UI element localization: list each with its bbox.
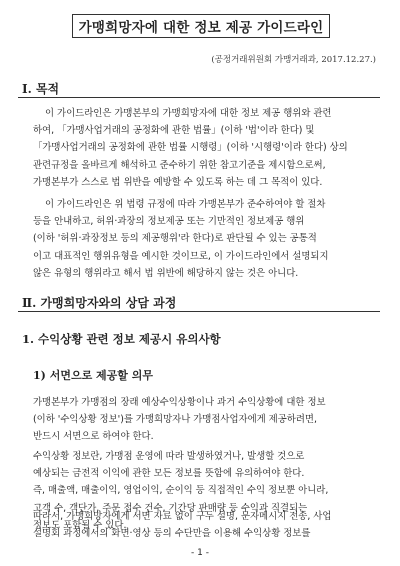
- item-1-paragraph-1: [33, 394, 383, 446]
- page-number: - 1 -: [191, 548, 209, 558]
- document-title: 가맹희망자에 대한 정보 제공 가이드라인: [78, 20, 324, 36]
- text-line: 반드시 서면으로 하여야 한다.: [33, 431, 154, 443]
- section-2-heading: Ⅱ. 가맹희망자와의 상담 과정: [22, 296, 177, 310]
- subsection-1-heading: 1. 수익상황 관련 정보 제공시 유의사항: [22, 332, 221, 346]
- text-line: 등을 안내하고, 허위·과장의 정보제공 또는 기만적인 정보제공 행위: [33, 216, 305, 228]
- text-line: 고객 수, 객단가, 주문 접수 건수, 기간당 판매량 등 수익과 직결되는: [33, 502, 308, 514]
- text-line: 가맹본부가 스스로 법 위반을 예방할 수 있도록 하는 데 그 목적이 있다.: [33, 176, 323, 188]
- text-line: 설명회 과정에서의 화면·영상 등의 수단만을 이용해 수익상황 정보를: [33, 528, 311, 540]
- text-line: 하여, 「가맹사업거래의 공정화에 관한 법률」(이하 '법'이라 한다) 및: [33, 125, 315, 137]
- text-line: 「가맹사업거래의 공정화에 관한 법률 시행령」(이하 '시행령'이라 한다) 상의: [33, 142, 348, 154]
- text-line: (이하 '수익상황 정보')를 가맹희망자나 가맹점사업자에게 제공하려면,: [33, 414, 317, 426]
- text-line: 이고 대표적인 행위유형을 예시한 것이므로, 이 가이드라인에서 설명되지: [33, 250, 329, 262]
- text-line: 가맹본부가 가맹점의 장래 예상수익상황이나 과거 수익상황에 대한 정보: [33, 397, 326, 408]
- text-line: (이하 '허위·과장정보 등의 제공행위'라 한다)로 판단될 수 있는 공통적: [33, 233, 317, 245]
- text-line: 정보도 포함될 수 있다.: [33, 519, 127, 531]
- section-1-paragraph-2: [33, 196, 383, 282]
- text-line: 이 가이드라인은 위 법령 규정에 따라 가맹본부가 준수하여야 할 절차: [45, 199, 326, 210]
- text-line: 즉, 매출액, 매출이익, 영업이익, 순이익 등 직접적인 수익 정보뿐 아니라,: [33, 485, 329, 497]
- text-line: 따라서, 가맹희망자에게 서면 자료 없이 구두 설명, 문자메시지 전송, 사업: [33, 511, 332, 522]
- section-1-heading: Ⅰ. 목적: [22, 82, 60, 96]
- text-line: 수익상황 정보란, 가맹점 운영에 따라 발생하였거나, 발생할 것으로: [33, 451, 305, 462]
- text-line: 예상되는 금전적 이익에 관한 모든 정보를 뜻함에 유의하여야 한다.: [33, 468, 305, 480]
- text-line: 관련규정을 올바르게 해석하고 준수하기 위한 참고기준을 제시함으로써,: [33, 159, 326, 171]
- item-1-heading: 1) 서면으로 제공할 의무: [33, 369, 153, 382]
- text-line: 않은 유형의 행위라고 해서 법 위반에 해당하지 않는 것은 아니다.: [33, 267, 299, 279]
- item-1-paragraph-3: [33, 508, 383, 542]
- text-line: 이 가이드라인은 가맹본부의 가맹희망자에 대한 정보 제공 행위와 관련: [45, 108, 332, 119]
- section-2-heading-block: [18, 294, 380, 312]
- section-1-heading-block: [18, 80, 380, 98]
- document-subtitle: (공정거래위원회 가맹거래과, 2017.12.27.): [211, 55, 376, 65]
- section-1-paragraph-1: [33, 105, 383, 191]
- title-box: [72, 14, 330, 38]
